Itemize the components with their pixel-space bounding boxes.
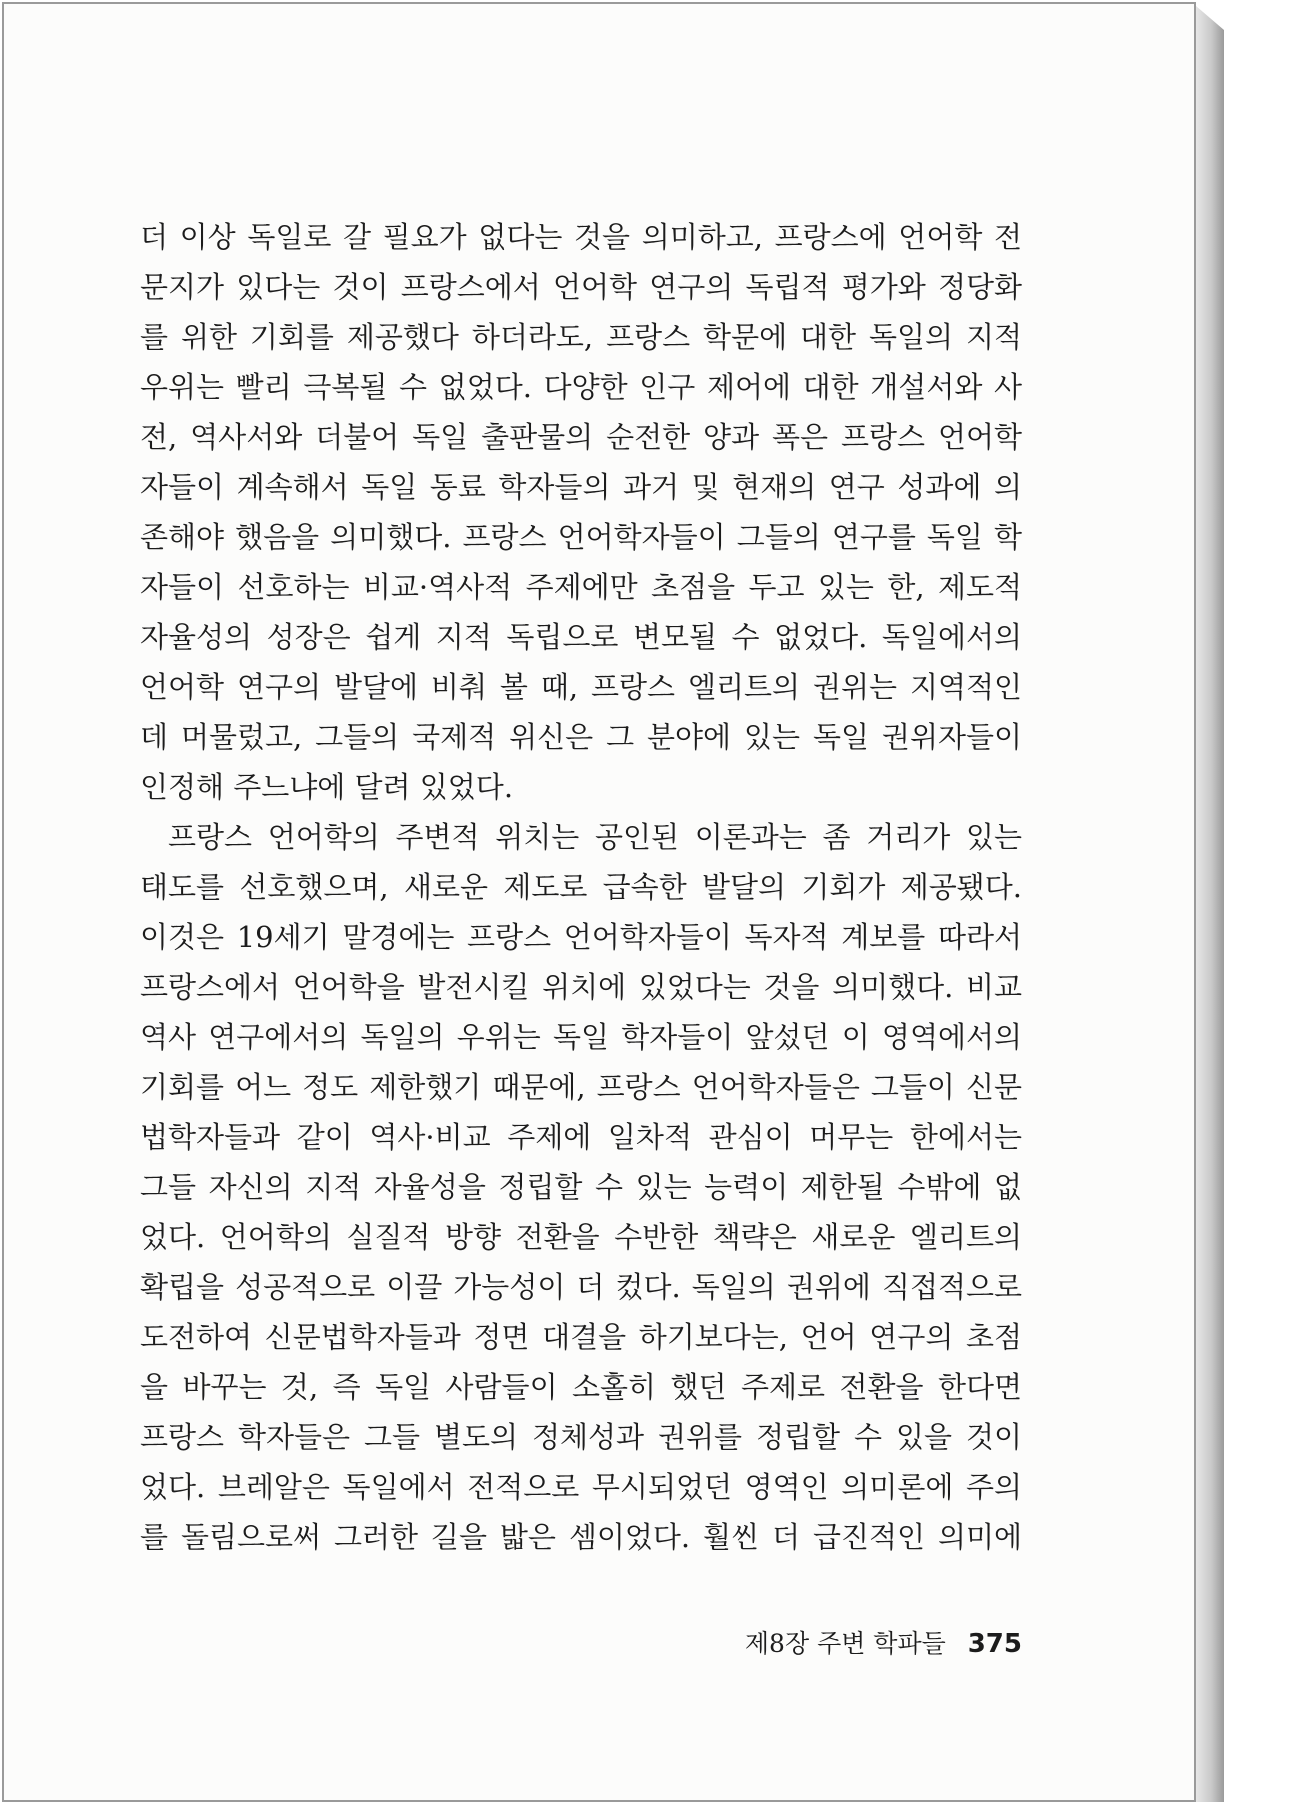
text-line: 전, 역사서와 더불어 독일 출판물의 순전한 양과 폭은 프랑스 언어학 xyxy=(140,420,1022,454)
paragraph-end-line: 인정해 주느냐에 달려 있었다. xyxy=(140,770,514,804)
page-footer xyxy=(140,1624,1022,1660)
text-line: 도전하여 신문법학자들과 정면 대결을 하기보다는, 언어 연구의 초점 xyxy=(140,1320,1022,1354)
text-line: 역사 연구에서의 독일의 우위는 독일 학자들이 앞섰던 이 영역에서의 xyxy=(140,1020,1022,1054)
text-line: 었다. 언어학의 실질적 방향 전환을 수반한 책략은 새로운 엘리트의 xyxy=(140,1220,1022,1254)
text-line: 자율성의 성장은 쉽게 지적 독립으로 변모될 수 없었다. 독일에서의 xyxy=(140,620,1022,654)
book-page xyxy=(2,2,1196,1802)
page-body-text xyxy=(140,212,1022,1562)
text-line: 우위는 빨리 극복될 수 없었다. 다양한 인구 제어에 대한 개설서와 사 xyxy=(140,370,1022,404)
text-line: 이것은 19세기 말경에는 프랑스 언어학자들이 독자적 계보를 따라서 xyxy=(140,920,1022,954)
text-line: 그들 자신의 지적 자율성을 정립할 수 있는 능력이 제한될 수밖에 없 xyxy=(140,1170,1022,1204)
text-line: 기회를 어느 정도 제한했기 때문에, 프랑스 언어학자들은 그들이 신문 xyxy=(140,1070,1022,1104)
chapter-label: 제8장 xyxy=(744,1629,810,1658)
book-page-edge xyxy=(1196,6,1224,1802)
text-line: 자들이 선호하는 비교·역사적 주제에만 초점을 두고 있는 한, 제도적 xyxy=(140,570,1022,604)
text-line: 법학자들과 같이 역사·비교 주제에 일차적 관심이 머무는 한에서는 xyxy=(140,1120,1022,1154)
text-line: 었다. 브레알은 독일에서 전적으로 무시되었던 영역인 의미론에 주의 xyxy=(140,1470,1022,1504)
text-line: 프랑스 학자들은 그들 별도의 정체성과 권위를 정립할 수 있을 것이 xyxy=(140,1420,1022,1454)
paragraph-first-line: 프랑스 언어학의 주변적 위치는 공인된 이론과는 좀 거리가 있는 xyxy=(168,820,1022,854)
section-title: 주변 학파들 xyxy=(817,1629,946,1658)
text-line: 자들이 계속해서 독일 동료 학자들의 과거 및 현재의 연구 성과에 의 xyxy=(140,470,1022,504)
text-line: 문지가 있다는 것이 프랑스에서 언어학 연구의 독립적 평가와 정당화 xyxy=(140,270,1022,304)
text-line: 를 위한 기회를 제공했다 하더라도, 프랑스 학문에 대한 독일의 지적 xyxy=(140,320,1022,354)
page-number: 375 xyxy=(967,1629,1022,1659)
text-line: 데 머물렀고, 그들의 국제적 위신은 그 분야에 있는 독일 권위자들이 xyxy=(140,720,1022,754)
text-line: 언어학 연구의 발달에 비춰 볼 때, 프랑스 엘리트의 권위는 지역적인 xyxy=(140,670,1022,704)
text-line: 를 돌림으로써 그러한 길을 밟은 셈이었다. 훨씬 더 급진적인 의미에 xyxy=(140,1520,1022,1554)
text-line: 태도를 선호했으며, 새로운 제도로 급속한 발달의 기회가 제공됐다. xyxy=(140,870,1022,904)
text-line: 더 이상 독일로 갈 필요가 없다는 것을 의미하고, 프랑스에 언어학 전 xyxy=(140,220,1022,254)
text-line: 존해야 했음을 의미했다. 프랑스 언어학자들이 그들의 연구를 독일 학 xyxy=(140,520,1022,554)
text-line: 확립을 성공적으로 이끌 가능성이 더 컸다. 독일의 권위에 직접적으로 xyxy=(140,1270,1022,1304)
text-line: 프랑스에서 언어학을 발전시킬 위치에 있었다는 것을 의미했다. 비교 xyxy=(140,970,1022,1004)
text-line: 을 바꾸는 것, 즉 독일 사람들이 소홀히 했던 주제로 전환을 한다면 xyxy=(140,1370,1022,1404)
